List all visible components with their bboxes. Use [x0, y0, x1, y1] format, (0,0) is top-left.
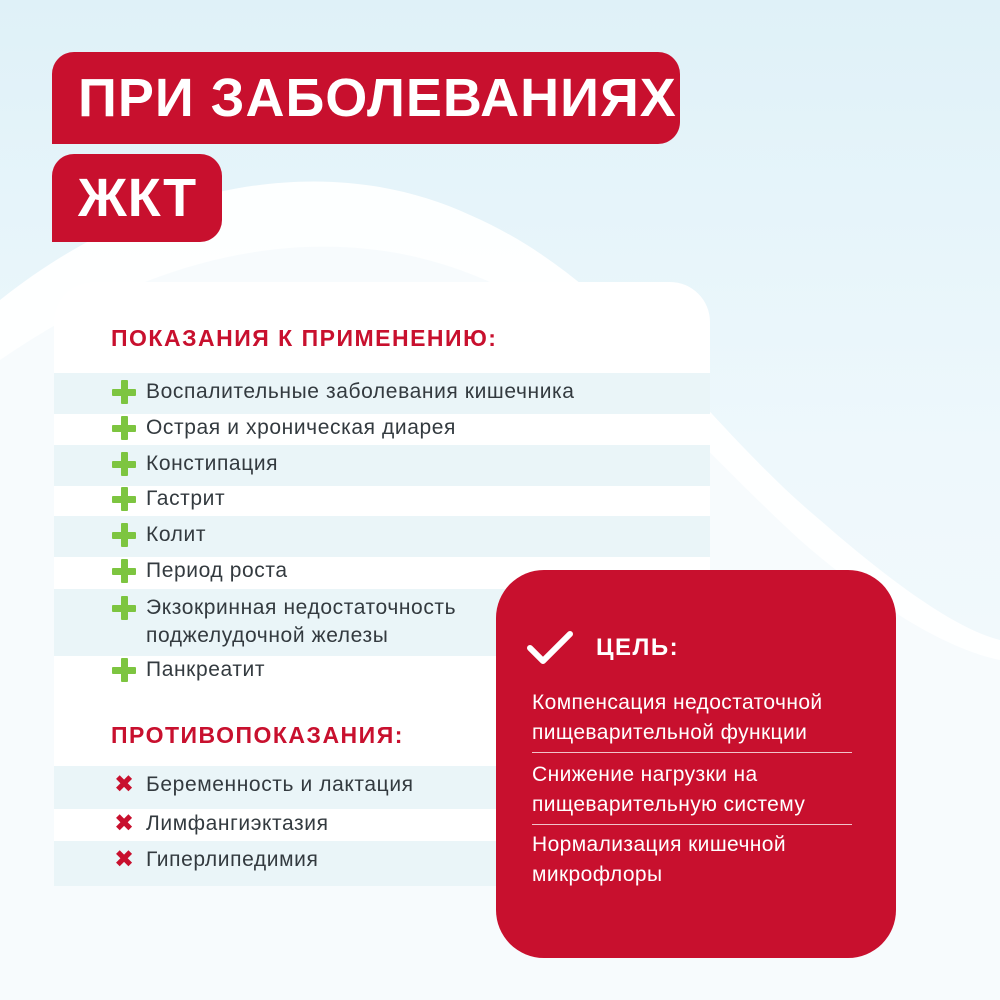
plus-icon [112, 452, 136, 476]
goal-item: Нормализация кишечной микрофлоры [532, 833, 786, 886]
indication-item [54, 516, 710, 557]
cross-icon: ✖ [113, 810, 135, 837]
plus-icon [112, 658, 136, 682]
plus-icon [112, 559, 136, 583]
contraindication-text: Гиперлипедимия [146, 848, 319, 871]
plus-icon [112, 596, 136, 620]
indication-text: Колит [146, 523, 207, 546]
goal-item: Компенсация недостаточной пищеварительной функции [532, 691, 823, 744]
goal-item: Снижение нагрузки на пищеварительную систему [532, 763, 806, 816]
indications-title: ПОКАЗАНИЯ К ПРИМЕНЕНИЮ: [111, 325, 498, 351]
indication-item [54, 485, 710, 517]
divider [532, 824, 852, 825]
contraindication-text: Лимфангиэктазия [146, 812, 329, 835]
indication-item [54, 373, 710, 414]
indication-text: Острая и хроническая диарея [146, 416, 457, 439]
plus-icon [112, 380, 136, 404]
plus-icon [112, 487, 136, 511]
indication-text: Экзокринная недостаточность поджелудочной железы [146, 596, 457, 647]
indication-text: Констипация [146, 452, 279, 475]
title-line-2: ЖКТ [52, 154, 222, 242]
indication-item [54, 445, 710, 486]
goal-card [496, 570, 896, 958]
check-icon [526, 628, 574, 668]
contraindication-text: Беременность и лактация [146, 773, 414, 796]
contraindications-title: ПРОТИВОПОКАЗАНИЯ: [111, 722, 404, 748]
indication-text: Воспалительные заболевания кишечника [146, 380, 575, 403]
goal-title: ЦЕЛЬ: [596, 634, 680, 661]
title-line-1: ПРИ ЗАБОЛЕВАНИЯХ [52, 52, 680, 144]
plus-icon [112, 523, 136, 547]
indication-text: Панкреатит [146, 658, 266, 681]
divider [532, 752, 852, 753]
cross-icon: ✖ [113, 771, 135, 798]
plus-icon [112, 416, 136, 440]
indication-text: Период роста [146, 559, 288, 582]
indication-text: Гастрит [146, 487, 226, 510]
cross-icon: ✖ [113, 846, 135, 873]
